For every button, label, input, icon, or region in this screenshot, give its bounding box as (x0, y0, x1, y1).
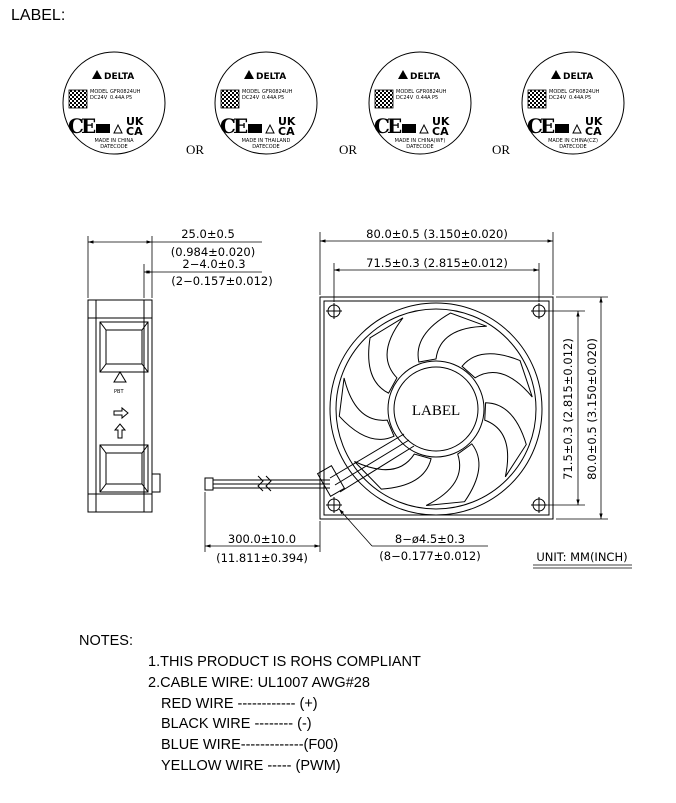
wire-yellow: YELLOW WIRE ----- (PWM) (161, 758, 341, 774)
current-text: 0.44A (569, 95, 584, 101)
note-item-1: 1.THIS PRODUCT IS ROHS COMPLIANT (148, 654, 421, 670)
fan-side-view (88, 300, 160, 512)
or-separator: OR (339, 142, 358, 157)
ce-mark-icon: E (540, 114, 556, 138)
ukca-mark-ca: CA (432, 125, 449, 138)
ul-mark-icon (555, 124, 569, 133)
or-separator: OR (492, 142, 511, 157)
wire-red: RED WIRE ------------ (+) (161, 696, 318, 712)
ce-mark-icon: E (81, 114, 97, 138)
origin-text: MADE IN CHINA(CZ) (548, 138, 598, 144)
brand-text: DELTA (104, 72, 135, 82)
ce-mark-icon: E (233, 114, 249, 138)
origin-text: MADE IN CHINA(WF) (394, 138, 446, 144)
product-label-4 (522, 52, 624, 154)
code-text: P5 (126, 95, 133, 101)
ukca-mark-uk: UK (278, 115, 296, 128)
fan-blade (339, 378, 394, 439)
product-label-1 (63, 52, 165, 154)
current-text: 0.44A (262, 95, 277, 101)
hole-dia-mm-text: 8−ø4.5±0.3 (394, 532, 466, 546)
model-caption: MODEL (90, 89, 109, 95)
origin-text: MADE IN THAILAND (241, 138, 291, 144)
datecode-text: DATECODE (252, 144, 280, 150)
ce-mark-icon: C (68, 114, 84, 138)
model-text: GFR0824UH (416, 89, 447, 95)
qr-code-icon (221, 90, 239, 108)
label-section-title: LABEL: (11, 7, 66, 24)
ukca-mark-ca: CA (278, 125, 295, 138)
qr-code-icon (69, 90, 87, 108)
hub-label: LABEL (411, 403, 461, 419)
ce-mark-icon: C (527, 114, 543, 138)
ul-mark-icon (248, 124, 262, 133)
ukca-mark-ca: CA (126, 125, 143, 138)
model-text: GFR0824UH (569, 89, 600, 95)
wire-length-mm-text: 300.0±10.0 (227, 532, 297, 546)
height-inner-text: 71.5±0.3 (2.815±0.012) (561, 338, 575, 480)
note-item-2: 2.CABLE WIRE: UL1007 AWG#28 (148, 675, 370, 691)
wire-blue: BLUE WIRE-------------(F00) (161, 737, 339, 753)
datecode-text: DATECODE (559, 144, 587, 150)
brand-text: DELTA (563, 72, 594, 82)
ul-mark-icon (402, 124, 416, 133)
fan-blade (485, 403, 527, 477)
wire-black: BLACK WIRE -------- (-) (161, 716, 312, 732)
or-separator: OR (186, 142, 205, 157)
product-label-3 (369, 52, 471, 154)
brand-text: DELTA (256, 72, 287, 82)
ul-mark-icon (96, 124, 110, 133)
unit-text: UNIT: MM(INCH) (536, 550, 628, 564)
code-text: P5 (278, 95, 285, 101)
model-text: GFR0824UH (110, 89, 141, 95)
ukca-mark-uk: UK (432, 115, 450, 128)
model-caption: MODEL (396, 89, 415, 95)
dimension-lines (88, 232, 632, 568)
datecode-text: DATECODE (406, 144, 434, 150)
brand-text: DELTA (410, 72, 441, 82)
code-text: P5 (585, 95, 592, 101)
ce-mark-icon: C (374, 114, 390, 138)
hole-pitch-text: 71.5±0.3 (2.815±0.012) (366, 256, 508, 270)
pbt-mark: PBT (114, 389, 124, 395)
voltage-text: DC24V (90, 95, 108, 101)
origin-text: MADE IN CHINA (94, 138, 134, 144)
ce-mark-icon: C (220, 114, 236, 138)
rib-mm-text: 2−4.0±0.3 (182, 257, 246, 271)
hole-dia-in-text: (8−0.177±0.012) (379, 549, 481, 563)
ukca-mark-uk: UK (126, 115, 144, 128)
voltage-text: DC24V (396, 95, 414, 101)
voltage-text: DC24V (242, 95, 260, 101)
depth-mm-text: 25.0±0.5 (181, 227, 235, 241)
notes-title: NOTES: (79, 633, 133, 649)
voltage-text: DC24V (549, 95, 567, 101)
model-text: GFR0824UH (262, 89, 293, 95)
ukca-mark-ca: CA (585, 125, 602, 138)
current-text: 0.44A (110, 95, 125, 101)
product-label-2 (215, 52, 317, 154)
ukca-mark-uk: UK (585, 115, 603, 128)
fan-blade (418, 313, 487, 362)
code-text: P5 (432, 95, 439, 101)
qr-code-icon (528, 90, 546, 108)
model-caption: MODEL (549, 89, 568, 95)
model-caption: MODEL (242, 89, 261, 95)
wire-length-in-text: (11.811±0.394) (216, 551, 308, 565)
depth-in-text: (0.984±0.020) (170, 245, 256, 259)
rib-in-text: (2−0.157±0.012) (171, 274, 273, 288)
height-outer-text: 80.0±0.5 (3.150±0.020) (585, 338, 599, 480)
width-text: 80.0±0.5 (3.150±0.020) (366, 227, 508, 241)
current-text: 0.44A (416, 95, 431, 101)
datecode-text: DATECODE (100, 144, 128, 150)
qr-code-icon (375, 90, 393, 108)
ce-mark-icon: E (387, 114, 403, 138)
